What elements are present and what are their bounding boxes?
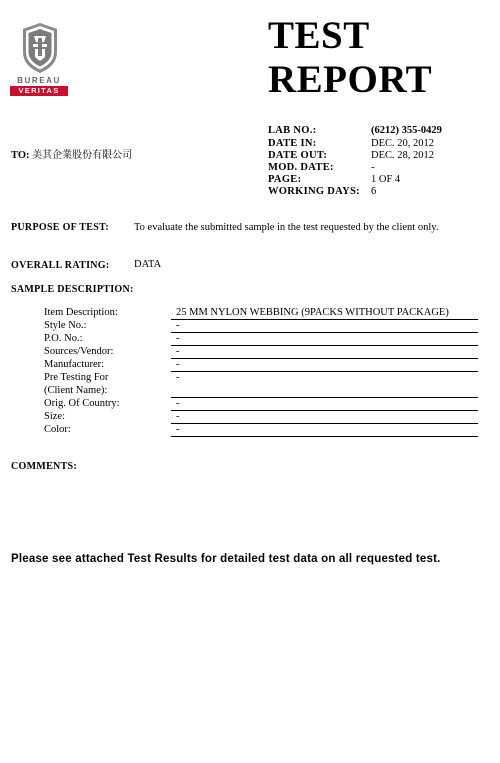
sample-field-label: Style No.: — [44, 320, 87, 331]
info-value: - — [371, 162, 375, 173]
info-label: MOD. DATE: — [268, 162, 334, 173]
sample-field-line — [171, 424, 478, 437]
info-value: (6212) 355-0429 — [371, 125, 442, 136]
info-label: DATE IN: — [268, 138, 317, 149]
info-value: DEC. 20, 2012 — [371, 138, 434, 149]
bureau-veritas-seal-icon — [21, 22, 59, 74]
sample-field-line — [171, 320, 478, 333]
sample-field-value: - — [176, 411, 180, 422]
sample-field-value: - — [176, 398, 180, 409]
sample-field-line — [171, 346, 478, 359]
overall-rating-label: OVERALL RATING: — [11, 260, 110, 271]
sample-row-size — [44, 411, 478, 425]
sample-field-label: Size: — [44, 411, 65, 422]
bureau-veritas-logo — [10, 22, 68, 96]
sample-row-style-no — [44, 320, 478, 334]
info-value: 6 — [371, 186, 377, 197]
recipient-name: 美其企業股份有限公司 — [32, 150, 133, 161]
sample-field-line — [171, 372, 478, 398]
footer-note: Please see attached Test Results for detailed test data on all requested test. — [11, 553, 441, 565]
purpose-text: To evaluate the submitted sample in the test requested by the client only. — [134, 222, 439, 233]
sample-field-line — [171, 398, 478, 411]
sample-field-label: Pre Testing For — [44, 372, 109, 383]
sample-field-value: - — [176, 346, 180, 357]
comments-label: COMMENTS: — [11, 461, 78, 472]
sample-row-sources-vendor — [44, 346, 478, 360]
sample-field-line — [171, 307, 478, 320]
sample-row-pre-testing-for — [44, 372, 478, 398]
sample-description-label: SAMPLE DESCRIPTION: — [11, 284, 134, 295]
info-label: DATE OUT: — [268, 150, 328, 161]
info-row-date-out — [268, 150, 488, 162]
info-label: WORKING DAYS: — [268, 186, 360, 197]
title-line-2: REPORT — [268, 58, 433, 101]
sample-field-value: - — [176, 424, 180, 435]
sample-row-color — [44, 424, 478, 438]
sample-field-value: - — [176, 333, 180, 344]
logo-brand-top: BUREAU — [17, 76, 61, 85]
info-row-date-in — [268, 138, 488, 150]
info-row-working-days — [268, 186, 488, 198]
recipient — [11, 150, 132, 162]
sample-field-label: Manufacturer: — [44, 359, 105, 370]
logo-brand-bottom: VERITAS — [10, 86, 68, 96]
sample-row-manufacturer — [44, 359, 478, 373]
sample-row-orig-of-country — [44, 398, 478, 412]
info-value: DEC. 28, 2012 — [371, 150, 434, 161]
sample-field-label: P.O. No.: — [44, 333, 83, 344]
sample-field-line — [171, 333, 478, 346]
overall-rating-value: DATA — [134, 259, 162, 270]
sample-field-value: - — [176, 359, 180, 370]
sample-field-line — [171, 359, 478, 372]
info-row-lab-no — [268, 125, 488, 137]
info-label: PAGE: — [268, 174, 302, 185]
sample-field-value: - — [176, 320, 180, 331]
sample-row-po-no — [44, 333, 478, 347]
sample-field-label: Item Description: — [44, 307, 118, 318]
report-title — [268, 14, 432, 102]
info-row-mod-date — [268, 162, 488, 174]
sample-field-value: - — [176, 372, 180, 383]
recipient-label: TO: — [11, 150, 30, 161]
sample-field-value: 25 MM NYLON WEBBING (9PACKS WITHOUT PACKAGE) — [176, 307, 449, 318]
sample-field-label: Orig. Of Country: — [44, 398, 120, 409]
info-row-page — [268, 174, 488, 186]
info-label: LAB NO.: — [268, 125, 317, 136]
sample-field-label: Sources/Vendor: — [44, 346, 114, 357]
sample-field-label: Color: — [44, 424, 71, 435]
sample-field-label-line-2: (Client Name): — [44, 385, 108, 396]
title-line-1: TEST — [268, 14, 370, 57]
sample-row-item-description — [44, 307, 478, 321]
info-value: 1 OF 4 — [371, 174, 401, 185]
purpose-label: PURPOSE OF TEST: — [11, 222, 109, 233]
sample-field-line — [171, 411, 478, 424]
